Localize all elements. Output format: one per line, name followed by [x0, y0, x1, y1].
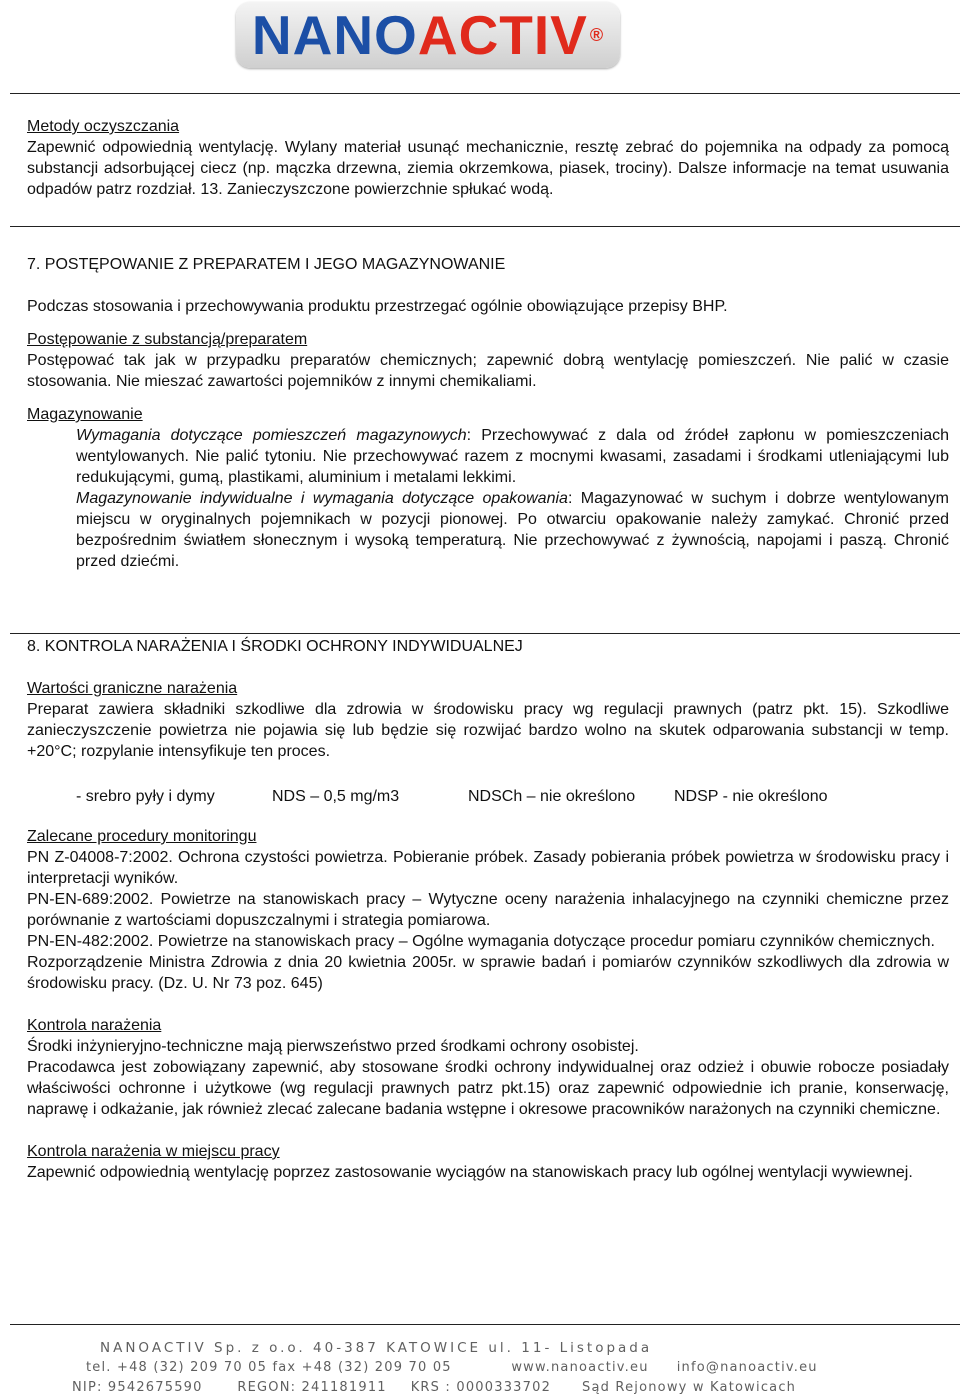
footer-website[interactable]: www.nanoactiv.eu [511, 1360, 649, 1375]
footer-contact [86, 1360, 960, 1375]
storage-packaging-label: Magazynowanie indywidualne i wymagania dotyczące opakowania [76, 490, 568, 507]
section-7-title: 7. POSTĘPOWANIE Z PREPARATEM I JEGO MAGAZYNOWANIE [27, 256, 506, 273]
monitoring-line: PN Z-04008-7:2002. Ochrona czystości powietrza. Pobieranie próbek. Zasady pobierania próbek powietrza w środowisku pracy i interpretacji wyników. [27, 849, 949, 887]
exposure-control-heading: Kontrola narażenia [27, 1017, 162, 1034]
storage-packaging-text: : Magazynować w suchym i dobrze wentylowanym miejscu w oryginalnych pojemnikach w pozycji pionowej. Po otwarciu opakowanie należy zamykać. Chronić przed bezpośrednim światłem słonecznym i wysoką temperaturą. Nie przechowywać z żywnością, napojami i paszą. Chronić przed dziećmi. [76, 490, 949, 570]
monitoring-line: PN-EN-689:2002. Powietrze na stanowiskach pracy – Wytyczne oceny narażenia inhalacyjnego na czynniki chemiczne przez porównanie z wartościami dopuszczalnymi i strategia pomiarowa. [27, 891, 949, 929]
limit-ndsch: NDSCh – nie określono [468, 788, 636, 805]
workplace-control-heading: Kontrola narażenia w miejscu pracy [27, 1143, 280, 1160]
exposure-control-line: Pracodawca jest zobowiązany zapewnić, aby stosowane środki ochrony indywidualnej oraz odzież i obuwie robocze posiadały właściwości ochronne i użytkowe (wg regulacji prawnych patrz pkt.15) oraz zapewnić odpowiednie ich pranie, konserwację, naprawę i odkażanie, jak również zlecać zalecane badania wstępne i okresowe pracowników narażonych na czynniki chemiczne. [27, 1059, 949, 1118]
footer-divider [10, 1324, 960, 1325]
section-7 [27, 254, 949, 572]
limit-substance: - srebro pyły i dymy [76, 788, 215, 805]
exposure-limit-row [76, 786, 949, 807]
footer-email[interactable]: info@nanoactiv.eu [676, 1360, 818, 1375]
logo-text-nano: NANO [251, 3, 418, 66]
monitoring-line: PN-EN-482:2002. Powietrze na stanowiskach pracy – Ogólne wymagania dotyczące procedur pomiaru czynników chemicznych. [27, 933, 935, 950]
document-body [27, 116, 949, 1183]
handling-heading: Postępowanie z substancją/preparatem [27, 331, 308, 348]
storage-requirements [27, 425, 949, 488]
limit-ndsp: NDSP - nie określono [674, 788, 828, 805]
exposure-control-line: Środki inżynieryjno-techniczne mają pierwszeństwo przed środkami ochrony osobistej. [27, 1038, 639, 1055]
limits-heading: Wartości graniczne narażenia [27, 680, 238, 697]
monitoring-line: Rozporządzenie Ministra Zdrowia z dnia 20 kwietnia 2005r. w sprawie badań i pomiarów czynników szkodliwych dla zdrowia w środowisku pracy. (Dz. U. Nr 73 poz. 645) [27, 954, 949, 992]
footer-registration [72, 1380, 960, 1395]
section-8-title: 8. KONTROLA NARAŻENIA I ŚRODKI OCHRONY INDYWIDUALNEJ [27, 638, 523, 655]
logo-badge [236, 2, 620, 68]
limit-nds: NDS – 0,5 mg/m3 [272, 788, 400, 805]
cleanup-methods-heading: Metody oczyszczania [27, 118, 180, 135]
storage-heading: Magazynowanie [27, 406, 143, 423]
cleanup-methods [27, 116, 949, 200]
limits-text: Preparat zawiera składniki szkodliwe dla zdrowia w środowisku pracy wg regulacji prawnych (patrz pkt. 15). Szkodliwe zanieczyszczenie powietrza nie pojawia się lub będzie się rozwijać bardzo wolno na skutek odparowania substancji w temp. +20°C; rozpylanie intensyfikuje ten proces. [27, 701, 949, 760]
footer-phone: tel. +48 (32) 209 70 05 fax +48 (32) 209 70 05 [86, 1360, 452, 1375]
monitoring-heading: Zalecane procedury monitoringu [27, 828, 257, 845]
storage-requirements-text: : Przechowywać z dala od źródeł zapłonu w pomieszczeniach wentylowanych. Nie palić tytoniu. Nie przechowywać razem z mocnymi kwasami, zasadami i środkami utleniającymi lub redukującymi, gumą, plastikami, aluminium i metalami lekkimi. [76, 427, 949, 486]
section-8 [27, 636, 949, 1183]
handling-text: Postępować tak jak w przypadku preparatów chemicznych; zapewnić dobrą wentylację pomieszczeń. Nie palić w czasie stosowania. Nie mieszać zawartości pojemników z innymi chemikaliami. [27, 352, 949, 390]
footer-court: Sąd Rejonowy w Katowicach [582, 1380, 797, 1395]
footer-krs: KRS : 0000333702 [410, 1380, 552, 1395]
storage-requirements-label: Wymagania dotyczące pomieszczeń magazynowych [76, 427, 467, 444]
company-logo [236, 2, 620, 70]
workplace-control-text: Zapewnić odpowiednią wentylację poprzez zastosowanie wyciągów na stanowiskach pracy lub ogólnej wentylacji wywiewnej. [27, 1164, 913, 1181]
header-divider [10, 93, 960, 94]
cleanup-methods-text: Zapewnić odpowiednią wentylację. Wylany materiał usunąć mechanicznie, resztę zebrać do pojemnika na odpady za pomocą substancji adsorbującej ciecz (np. mączka drzewna, ziemia okrzemkowa, piasek, trociny). Dalsze informacje na temat usuwania odpadów patrz rozdział. 13. Zanieczyszczone powierzchnie spłukać wodą. [27, 139, 949, 198]
footer-company: NANOACTIV Sp. z o.o. 40-387 KATOWICE ul. 11- Listopada [100, 1340, 653, 1356]
logo-registered-mark: ® [589, 25, 605, 45]
logo-text-activ: ACTIV [417, 3, 588, 66]
storage-packaging [27, 488, 949, 572]
footer-nip: NIP: 9542675590 [72, 1380, 203, 1395]
footer-regon: REGON: 241181911 [237, 1380, 387, 1395]
section-7-intro: Podczas stosowania i przechowywania produktu przestrzegać ogólnie obowiązujące przepisy BHP. [27, 298, 728, 315]
